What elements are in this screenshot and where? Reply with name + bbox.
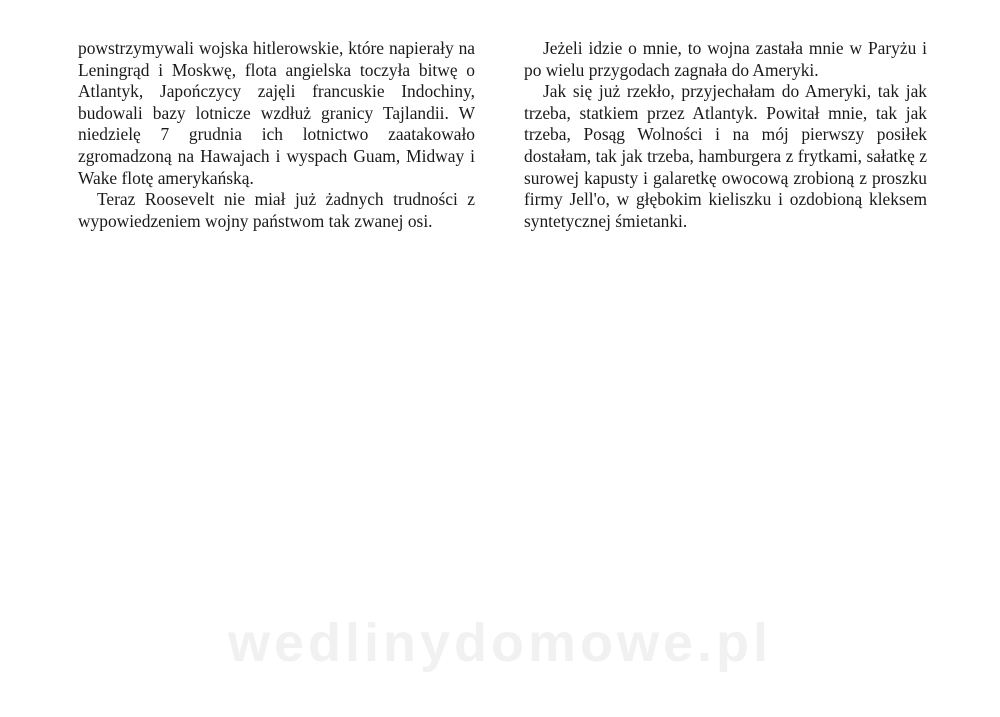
paragraph: Jeżeli idzie o mnie, to wojna zastała mnie w Paryżu i po wielu przygodach zagnała do Ameryki. (524, 38, 927, 80)
watermark-logo: wedlinydomowe.pl (227, 613, 773, 673)
left-text-column (78, 38, 475, 232)
paragraph: Teraz Roosevelt nie miał już żadnych trudności z wypowiedzeniem wojny państwom tak zwanej osi. (78, 189, 475, 231)
paragraph: Jak się już rzekło, przyjechałam do Ameryki, tak jak trzeba, statkiem przez Atlantyk. Powitał mnie, tak jak trzeba, Posąg Wolności i na mój pierwszy posiłek dostałam, tak jak trzeba, hamburgera z frytkami, sałatkę z surowej kapusty i galaretkę owocową zrobioną z proszku firmy Jell'o, w głębokim kieliszku i ozdobioną kleksem syntetycznej śmietanki. (524, 81, 927, 231)
paragraph: powstrzymywali wojska hitlerowskie, które napierały na Leningrąd i Moskwę, flota angielska toczyła bitwę o Atlantyk, Japończycy zajęli francuskie Indochiny, budowali bazy lotnicze wzdłuż granicy Tajlandii. W niedzielę 7 grudnia ich lotnictwo zaatakowało zgromadzoną na Hawajach i wyspach Guam, Midway i Wake flotę amerykańską. (78, 38, 475, 188)
right-text-column (524, 38, 927, 232)
